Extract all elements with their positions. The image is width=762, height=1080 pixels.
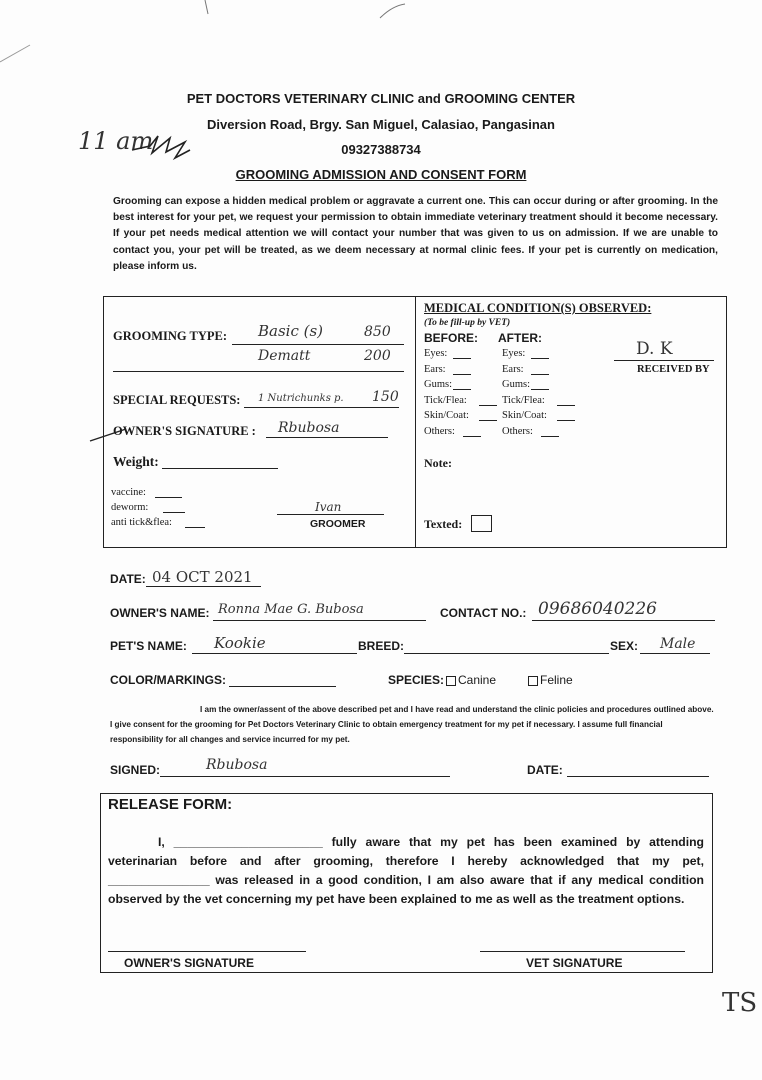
breed-label: BREED: [358,639,405,653]
clinic-phone: 09327388734 [341,142,421,157]
release-paragraph: I, ______________________ fully aware that my pet has been examined by attending veterinarian before and after grooming, therefore I hereby acknowledged that my pet, _______________ was released in a good condition, I am also aware that if any medical condition observed by the vet concerning my pet have been explained to me as well as the treatment options. [108,835,704,906]
owner-name-label: OWNER'S NAME: [110,606,210,620]
after-label: AFTER: [498,331,542,345]
medical-item-before: Tick/Flea: [424,394,467,406]
medical-item-after: Ears: [502,363,524,375]
medical-item-line [453,374,471,375]
owner-signature-line [266,437,388,438]
box-divider [415,296,416,548]
medical-item-before: Ears: [424,363,446,375]
medical-item-after: Others: [502,425,533,437]
antitick-label: anti tick&flea: [111,517,172,528]
breed-line [404,653,609,654]
intro-paragraph: Grooming can expose a hidden medical problem or aggravate a current one. This can occur during or after grooming. In the best interest for your pet, we request your permission to obtain immediate veterinary treatment should it become necessary. If your pet needs medical attention we will contact your number that was given to us on admission. If we are unable to contact you, your pet will be treated, as we deem necessary at normal clinic fees. If your pet is currently on medication, please inform us. [113,196,718,272]
medical-item-line [463,436,481,437]
grooming-type-1: Basic (s) [258,322,324,340]
signed-date-label: DATE: [527,763,563,777]
corner-initials: TS [722,988,758,1018]
special-request-price: 150 [372,389,399,405]
medical-item-line [479,420,497,421]
medical-subtitle: (To be fill-up by VET) [424,318,511,328]
feline-checkbox[interactable] [528,676,538,686]
groomer-line [277,514,384,515]
antitick-line [185,527,205,528]
release-owner-sig-label: OWNER'S SIGNATURE [124,956,254,970]
grooming-type-2: Dematt [258,348,311,364]
form-title: GROOMING ADMISSION AND CONSENT FORM [235,167,527,182]
medical-item-line [531,389,549,390]
texted-checkbox[interactable] [471,515,492,532]
medical-item-line [557,405,575,406]
release-title: RELEASE FORM: [108,796,233,813]
scan-mark [0,0,762,70]
checkmark-icon [88,425,128,450]
signed-label: SIGNED: [110,763,161,777]
date-label: DATE: [110,572,146,586]
contact-value: 09686040226 [538,599,657,619]
grooming-type-line-2 [113,371,404,372]
deworm-label: deworm: [111,502,149,513]
signed-signature: Rbubosa [206,757,268,773]
medical-item-after: Skin/Coat: [502,410,547,421]
date-value: 04 OCT 2021 [152,568,253,586]
canine-checkbox[interactable] [446,676,456,686]
species-label: SPECIES: [388,673,445,687]
grooming-price-1: 850 [364,324,391,340]
feline-label: Feline [540,673,573,687]
medical-item-line [453,358,471,359]
sex-value: Male [660,636,696,652]
clinic-name: PET DOCTORS VETERINARY CLINIC and GROOMING CENTER [186,91,576,106]
pet-name-label: PET'S NAME: [110,639,187,653]
medical-item-after: Tick/Flea: [502,394,545,406]
release-owner-sig-line [108,951,306,952]
received-by-line [614,360,714,361]
medical-item-line [479,405,497,406]
vaccine-label: vaccine: [111,487,146,498]
medical-item-line [531,374,549,375]
color-line [229,686,336,687]
special-request-value: 1 Nutrichunks p. [258,393,344,404]
medical-item-line [453,389,471,390]
note-label: Note: [424,456,452,470]
owner-signature-value: Rbubosa [278,420,340,436]
sex-label: SEX: [610,639,639,653]
grooming-price-2: 200 [364,348,391,364]
grooming-type-label: GROOMING TYPE: [113,329,228,343]
clinic-address: Diversion Road, Brgy. San Miguel, Calasiao, Pangasinan [207,117,555,132]
received-by-initials: D. K [636,339,673,359]
texted-label: Texted: [424,517,463,531]
medical-item-before: Gums: [424,379,453,390]
medical-item-after: Eyes: [502,348,526,359]
pet-name-line [192,653,357,654]
medical-title: MEDICAL CONDITION(S) OBSERVED: [424,301,652,315]
weight-label: Weight: [113,454,159,469]
vaccine-line [155,497,182,498]
signed-line [160,776,450,777]
medical-item-line [531,358,549,359]
contact-line [532,620,715,621]
owner-signature-label: OWNER'S SIGNATURE : [113,424,256,438]
groomer-name: Ivan [315,500,342,514]
received-by-label: RECEIVED BY [637,364,710,375]
sex-line [640,653,710,654]
contact-label: CONTACT NO.: [440,606,527,620]
owner-name-value: Ronna Mae G. Bubosa [218,602,364,617]
handwritten-time: 11 am [78,127,154,155]
special-requests-line [244,407,399,408]
deworm-line [163,512,185,513]
groomer-label: GROOMER [310,518,366,530]
signed-date-line [567,776,709,777]
medical-item-line [541,436,559,437]
color-label: COLOR/MARKINGS: [110,673,226,687]
pet-name-value: Kookie [214,634,266,652]
medical-item-after: Gums: [502,379,531,390]
owner-name-line [213,620,426,621]
weight-line [162,468,278,469]
release-vet-sig-line [480,951,685,952]
medical-item-before: Skin/Coat: [424,410,469,421]
release-vet-sig-label: VET SIGNATURE [526,956,623,970]
medical-item-line [557,420,575,421]
date-line [146,586,261,587]
consent-paragraph: I am the owner/assent of the above described pet and I have read and understand the clinic policies and procedures outlined above. I give consent for the grooming for Pet Doctors Veterinary Clinic to obtain emergency treatment for my pet if necessary. I assume full financial responsibility for all changes and service incurred for my pet. [110,705,714,744]
canine-label: Canine [458,673,497,687]
medical-item-before: Others: [424,425,455,437]
handwritten-scribble [130,128,200,168]
grooming-type-line [232,344,404,345]
before-label: BEFORE: [424,331,478,345]
special-requests-label: SPECIAL REQUESTS: [113,393,241,407]
medical-item-before: Eyes: [424,348,448,359]
